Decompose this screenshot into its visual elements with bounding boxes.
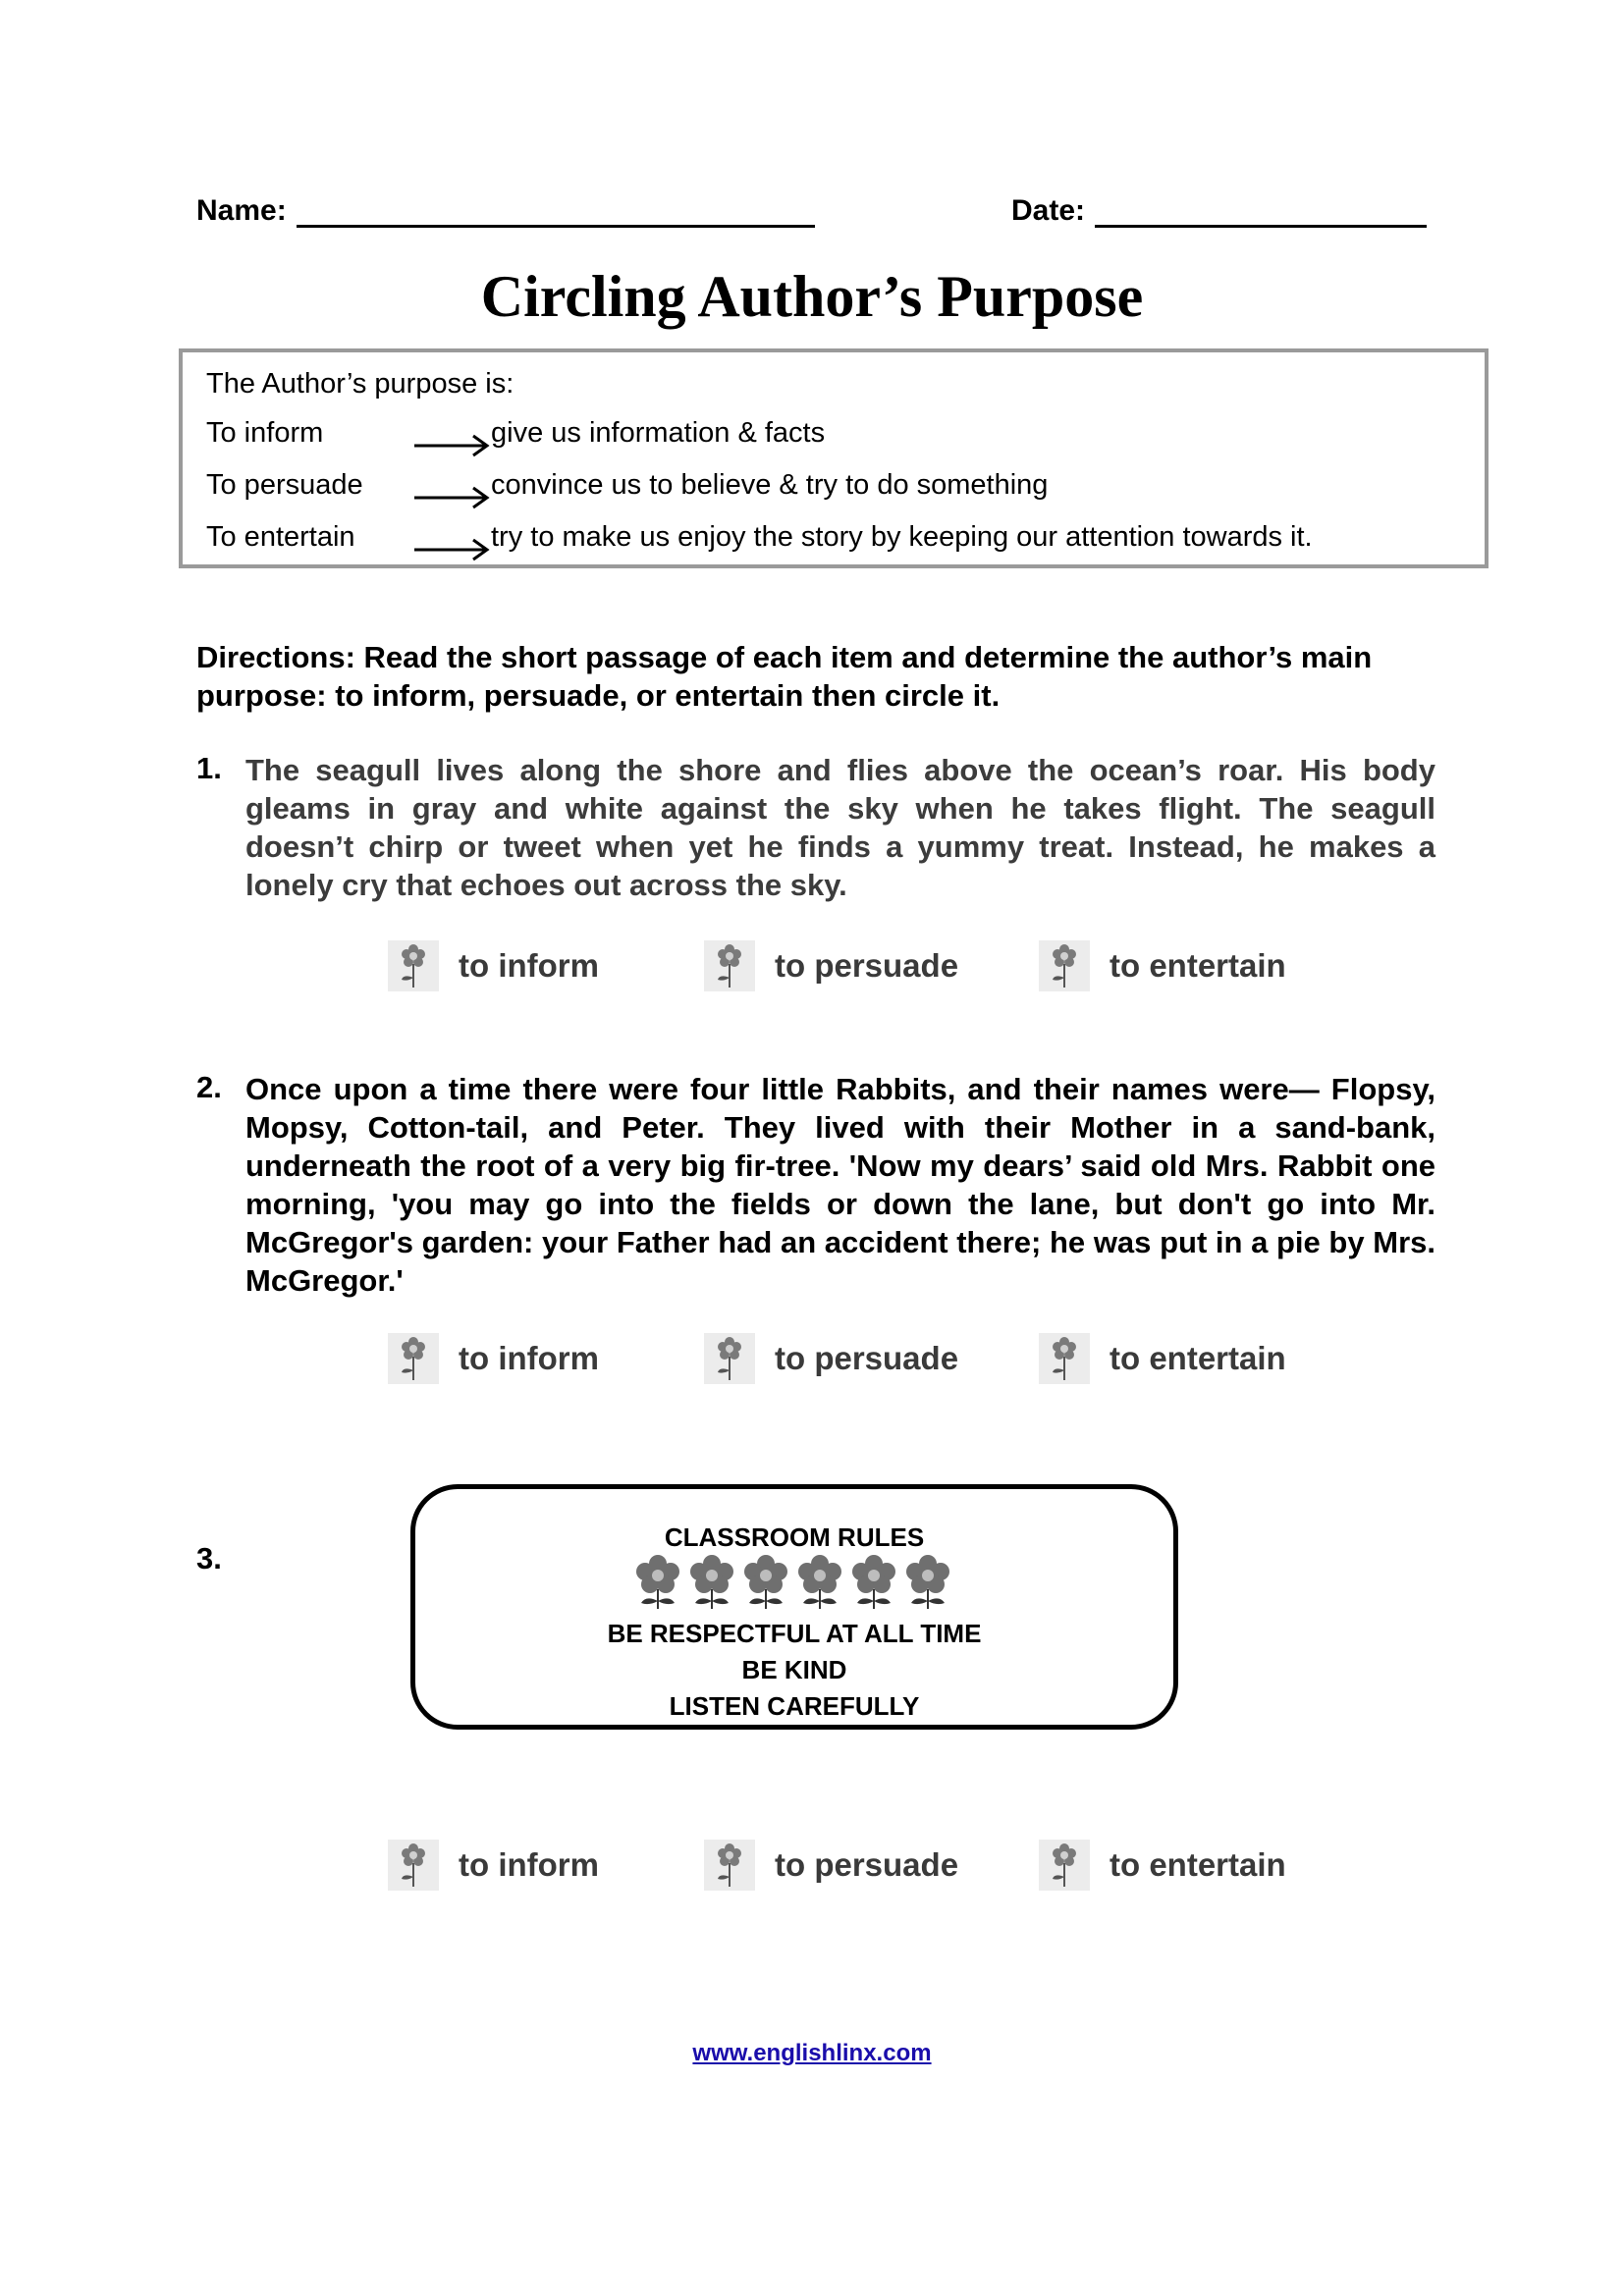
option-label: to entertain (1110, 947, 1286, 984)
footer-website-link[interactable]: www.englishlinx.com (692, 2040, 932, 2066)
flower-icon (704, 1333, 755, 1384)
option-inform[interactable] (388, 940, 599, 991)
options-question-1 (388, 940, 1321, 999)
flower-icon (704, 940, 755, 991)
option-label: to inform (459, 1340, 599, 1376)
option-entertain[interactable] (1039, 1333, 1286, 1384)
purpose-definition: convince us to believe & try to do something (491, 469, 1049, 501)
purpose-row-entertain (206, 521, 1483, 561)
author-purpose-box (179, 348, 1489, 568)
purpose-row-persuade (206, 469, 1483, 508)
option-entertain[interactable] (1039, 1840, 1286, 1891)
option-inform[interactable] (388, 1333, 599, 1384)
directions-text: Directions: Read the short passage of each item and determine the author’s main purpose: to inform, persuade, or entertain then circle it. (196, 640, 1373, 713)
option-label: to inform (459, 1846, 599, 1883)
rule-line: BE RESPECTFUL AT ALL TIME (607, 1619, 982, 1648)
flower-icon (1039, 1840, 1090, 1891)
name-field[interactable] (196, 194, 815, 228)
option-inform[interactable] (388, 1840, 599, 1891)
purpose-definition: give us information & facts (491, 417, 826, 449)
options-question-3 (388, 1840, 1321, 1898)
options-question-2 (388, 1333, 1321, 1392)
flower-row-icon (631, 1552, 955, 1611)
flower-icon (1039, 1333, 1090, 1384)
date-field[interactable] (1011, 194, 1427, 228)
right-arrow-icon (412, 431, 491, 460)
flower-icon (388, 1840, 439, 1891)
rule-line: LISTEN CAREFULLY (669, 1691, 920, 1721)
name-blank-line[interactable] (297, 195, 815, 228)
option-entertain[interactable] (1039, 940, 1286, 991)
purpose-definition: try to make us enjoy the story by keeping our attention towards it. (491, 521, 1313, 553)
option-label: to entertain (1110, 1340, 1286, 1376)
classroom-rules-sign (410, 1484, 1178, 1730)
question-number: 2. (196, 1070, 222, 1104)
flower-icon (1039, 940, 1090, 991)
purpose-heading: The Author’s purpose is: (206, 368, 514, 400)
right-arrow-icon (412, 535, 491, 564)
option-label: to entertain (1110, 1846, 1286, 1883)
date-label: Date: (1011, 194, 1086, 227)
flower-icon (704, 1840, 755, 1891)
page-title: Circling Author’s Purpose (480, 264, 1144, 329)
option-persuade[interactable] (704, 940, 958, 991)
option-persuade[interactable] (704, 1840, 958, 1891)
rule-line: BE KIND (741, 1655, 847, 1684)
question-number: 1. (196, 751, 222, 785)
question-number: 3. (196, 1541, 222, 1575)
purpose-row-inform (206, 417, 1483, 456)
option-label: to persuade (775, 1340, 959, 1376)
rules-title: CLASSROOM RULES (664, 1522, 925, 1552)
flower-icon (388, 1333, 439, 1384)
question-passage: The seagull lives along the shore and flies above the ocean’s roar. His body gleams in gray and white against the sky when he takes flight. The seagull doesn’t chirp or tweet when yet he finds a yummy treat. Instead, he makes a lonely cry that echoes out across the sky. (245, 753, 1435, 902)
purpose-term: To persuade (206, 469, 363, 501)
option-label: to persuade (775, 1846, 959, 1883)
flower-icon (388, 940, 439, 991)
option-label: to inform (459, 947, 599, 984)
right-arrow-icon (412, 483, 491, 512)
option-persuade[interactable] (704, 1333, 958, 1384)
question-passage: Once upon a time there were four little Rabbits, and their names were— Flopsy, Mopsy, Cotton-tail, and Peter. They lived with their Mother in a sand-bank, underneath the root of a very big fir-tree. 'Now my dears’ said old Mrs. Rabbit one morning, 'you may go into the fields or down the lane, but don't go into Mr. McGregor's garden: your Father had an accident there; he was put in a pie by Mrs. McGregor.' (245, 1072, 1435, 1298)
name-label: Name: (196, 194, 287, 227)
purpose-term: To entertain (206, 521, 355, 553)
date-blank-line[interactable] (1095, 195, 1427, 228)
option-label: to persuade (775, 947, 959, 984)
purpose-term: To inform (206, 417, 324, 449)
